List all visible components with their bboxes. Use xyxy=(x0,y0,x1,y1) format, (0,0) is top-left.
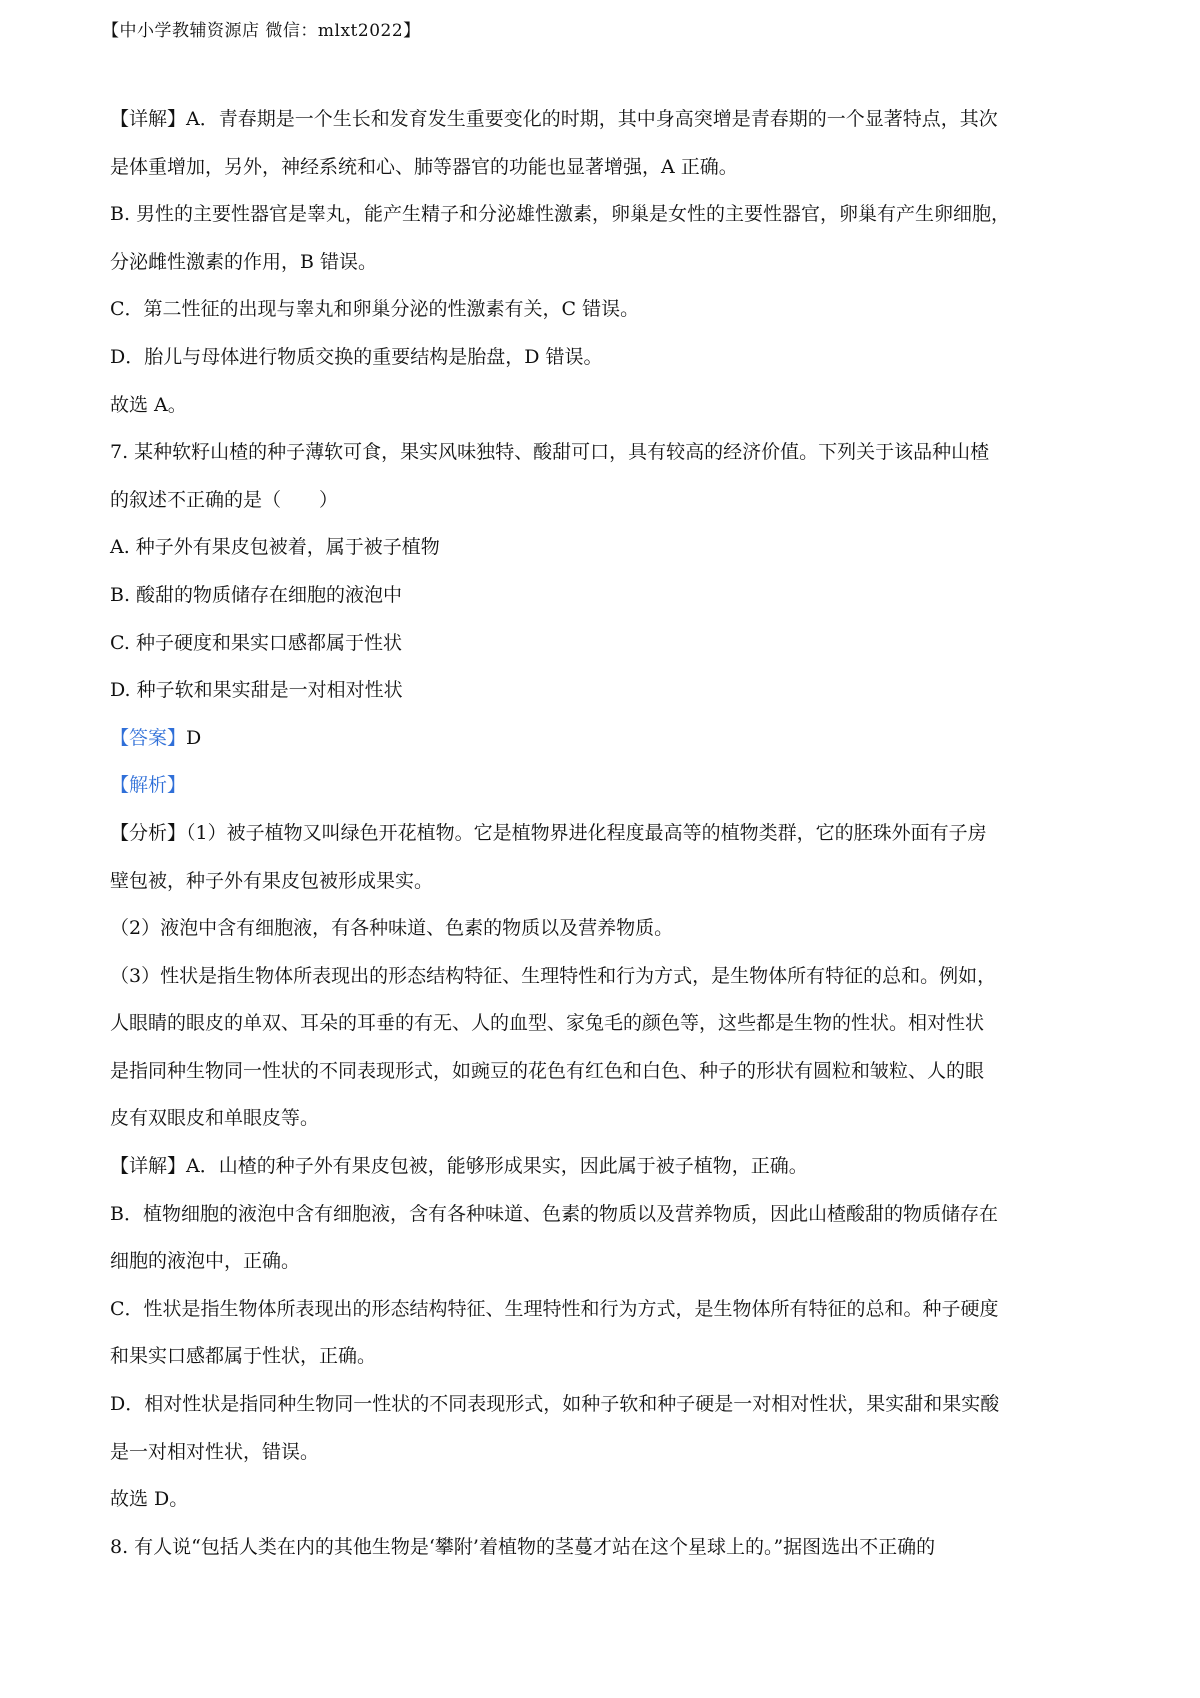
text-line: C．第二性征的出现与睾丸和卵巢分泌的性激素有关，C 错误。 xyxy=(110,298,640,321)
text-line: 是指同种生物同一性状的不同表现形式，如豌豆的花色有红色和白色、种子的形状有圆粒和皱粒、人的眼 xyxy=(110,1059,985,1082)
question-7-stem: 7. 某种软籽山楂的种子薄软可食，果实风味独特、酸甜可口，具有较高的经济价值。下列关于该品种山楂 xyxy=(110,441,990,464)
question-7-stem-cont: 的叙述不正确的是（ ） xyxy=(110,488,339,511)
option-c: C. 种子硬度和果实口感都属于性状 xyxy=(110,631,402,654)
option-b: B. 酸甜的物质储存在细胞的液泡中 xyxy=(110,583,403,606)
question-8-stem: 8. 有人说“包括人类在内的其他生物是‘攀附’着植物的茎蔓才站在这个星球上的。”据图选出不正确的 xyxy=(110,1535,936,1558)
text-line: 人眼睛的眼皮的单双、耳朵的耳垂的有无、人的血型、家兔毛的颜色等，这些都是生物的性状。相对性状 xyxy=(110,1012,985,1035)
document-body xyxy=(110,96,1110,1571)
text-line: 和果实口感都属于性状，正确。 xyxy=(110,1345,377,1368)
text-line: D．胎儿与母体进行物质交换的重要结构是胎盘，D 错误。 xyxy=(110,345,603,368)
text-line: 【详解】A．青春期是一个生长和发育发生重要变化的时期，其中身高突增是青春期的一个显著特点，其次 xyxy=(110,108,998,130)
option-a: A. 种子外有果皮包被着，属于被子植物 xyxy=(110,536,440,559)
text-line: 壁包被，种子外有果皮包被形成果实。 xyxy=(110,869,434,892)
option-d: D. 种子软和果实甜是一对相对性状 xyxy=(110,679,403,702)
page-header: 【中小学教辅资源店 微信：mlxt2022】 xyxy=(102,21,421,41)
text-line: B. 男性的主要性器官是睾丸，能产生精子和分泌雄性激素，卵巢是女性的主要性器官，卵巢有产生卵细胞， xyxy=(110,203,1011,226)
text-line: 故选 A。 xyxy=(110,393,187,416)
text-line: 是体重增加，另外，神经系统和心、肺等器官的功能也显著增强，A 正确。 xyxy=(110,155,738,178)
text-line: D．相对性状是指同种生物同一性状的不同表现形式，如种子软和种子硬是一对相对性状，果实甜和果实酸 xyxy=(110,1393,1000,1416)
text-line: 分泌雌性激素的作用，B 错误。 xyxy=(110,250,378,273)
text-line: 【详解】A．山楂的种子外有果皮包被，能够形成果实，因此属于被子植物，正确。 xyxy=(110,1155,808,1178)
text-line: C．性状是指生物体所表现出的形态结构特征、生理特性和行为方式，是生物体所有特征的总和。种子硬度 xyxy=(110,1297,999,1320)
text-line: （2）液泡中含有细胞液，有各种味道、色素的物质以及营养物质。 xyxy=(110,917,674,940)
analysis-line xyxy=(110,762,1110,810)
analysis-label: 【解析】 xyxy=(110,774,187,797)
answer-value: D xyxy=(186,726,202,749)
text-line: （3）性状是指生物体所表现出的形态结构特征、生理特性和行为方式，是生物体所有特征的总和。例如， xyxy=(110,964,997,987)
text-line: B．植物细胞的液泡中含有细胞液，含有各种味道、色素的物质以及营养物质，因此山楂酸甜的物质储存在 xyxy=(110,1202,998,1225)
answer-label: 【答案】 xyxy=(110,726,187,749)
text-line: 是一对相对性状，错误。 xyxy=(110,1440,320,1463)
answer-line xyxy=(110,715,1110,763)
text-line: 皮有双眼皮和单眼皮等。 xyxy=(110,1107,320,1130)
text-line: 细胞的液泡中，正确。 xyxy=(110,1250,301,1273)
text-line: 【分析】（1）被子植物又叫绿色开花植物。它是植物界进化程度最高等的植物类群，它的胚珠外面有子房 xyxy=(110,821,987,844)
text-line: 故选 D。 xyxy=(110,1488,189,1511)
